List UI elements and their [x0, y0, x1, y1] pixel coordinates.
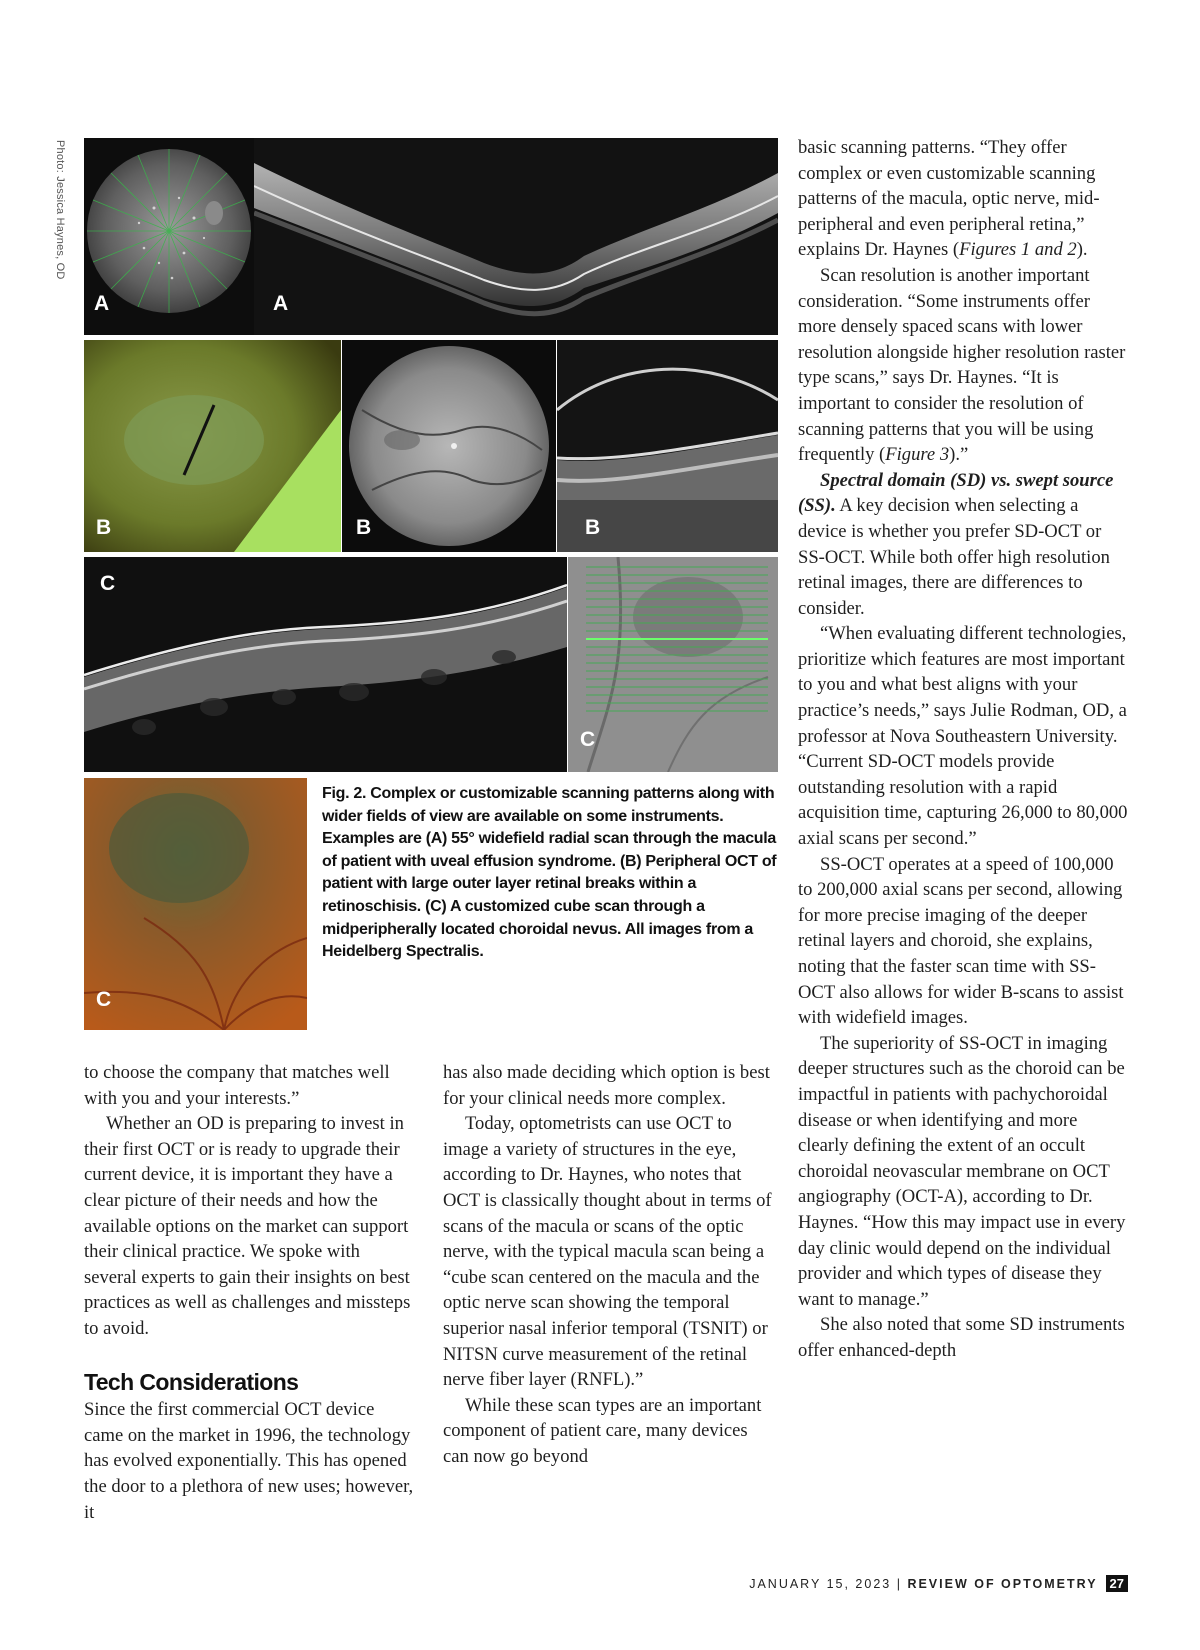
col2-paragraph-1: has also made deciding which option is best for your clinical needs more complex.	[443, 1062, 770, 1109]
text-column-2	[443, 1060, 773, 1470]
col3-paragraph-4: “When evaluating different technologies, prioritize which features are most important to you and what best aligns with your practice’s needs,” says Julie Rodman, OD, a professor at Nova Southeastern University. “Current SD-OCT models provide outstanding resolution with a rapid acquisition time, capturing 26,000 to 80,000 axial scans per second.”	[798, 623, 1128, 850]
col3-paragraph-3: Spectral domain (SD) vs. swept source (SS). A key decision when selecting a device is whether you prefer SD-OCT or SS-OCT. While both offer high resolution retinal images, there are differences to consider.	[798, 469, 1114, 619]
col3-paragraph-1: basic scanning patterns. “They offer complex or even customizable scanning patterns of the macula, optic nerve, mid-peripheral and even peripheral retina,” explains Dr. Haynes (Figures 1 and 2).	[798, 137, 1100, 261]
panel-label-b-ir: B	[356, 516, 372, 539]
section-heading: Tech Considerations	[84, 1368, 299, 1395]
text-column-3	[798, 135, 1128, 1364]
figure-c-color-fundus-image	[84, 778, 307, 1030]
photo-credit: Photo: Jessica Haynes, OD	[54, 140, 66, 280]
footer-publication: REVIEW OF OPTOMETRY	[907, 1576, 1098, 1591]
text-column-1	[84, 1060, 414, 1525]
panel-label-a-oct: A	[273, 292, 289, 315]
figure-c-infrared-cube-scan	[568, 557, 778, 772]
panel-label-c-color: C	[96, 988, 112, 1011]
col2-paragraph-2: Today, optometrists can use OCT to image a variety of structures in the eye, according to Dr. Haynes, who notes that OCT is classically thought about in terms of scans of the macula or scans of the optic nerve, with the typical macula scan being a “cube scan centered on the macula and the optic nerve scan showing the temporal superior nasal inferior temporal (TSNIT) or NITSN curve measurement of the retinal nerve fiber layer (RNFL).”	[443, 1113, 772, 1391]
figure-b-infrared-fundus-image	[342, 340, 556, 552]
col1-paragraph-3: Since the first commercial OCT device came on the market in 1996, the technology has evolved exponentially. This has opened the door to a plethora of new uses; however, it	[84, 1399, 414, 1523]
col3-paragraph-6: The superiority of SS-OCT in imaging deeper structures such as the choroid can be impactful in patients with pachychoroidal disease or when identifying and more clearly defining the extent of an occult choroidal neovascular membrane on OCT angiography (OCT-A), according to Dr. Haynes. “How this may impact use in every day clinic would depend on the individual provider and which types of disease they want to manage.”	[798, 1032, 1126, 1310]
col3-paragraph-7: She also noted that some SD instruments offer enhanced-depth	[798, 1314, 1125, 1361]
col2-paragraph-3: While these scan types are an important component of patient care, many devices can now go beyond	[443, 1394, 762, 1467]
footer-date: JANUARY 15, 2023	[749, 1576, 892, 1591]
col3-paragraph-5: SS-OCT operates at a speed of 100,000 to 200,000 axial scans per second, allowing for more precise imaging of the deeper retinal layers and choroid, she explains, noting that the faster scan time with SS-OCT also allows for wider B-scans to assist with widefield images.	[798, 853, 1124, 1029]
panel-label-c-ir: C	[580, 728, 596, 751]
col1-paragraph-2: Whether an OD is preparing to invest in their first OCT or is ready to upgrade their current device, it is important they have a clear picture of their needs and how the available options on the market can support their clinical practice. We spoke with several experts to gain their insights on best practices as well as challenges and missteps to avoid.	[84, 1113, 411, 1339]
figure-b-color-fundus-image	[84, 340, 341, 552]
footer-separator: |	[891, 1576, 908, 1591]
figure-a-oct-scan	[254, 138, 778, 335]
panel-label-a-fundus: A	[94, 292, 110, 315]
col1-paragraph-1: to choose the company that matches well with you and your interests.”	[84, 1062, 390, 1109]
figure-caption: Fig. 2. Complex or customizable scanning patterns along with wider fields of view are available on some instruments. Examples are (A) 55° widefield radial scan through the macula of patient with uveal effusion syndrome. (B) Peripheral OCT of patient with large outer layer retinal breaks within a retinoschisis. (C) A customized cube scan through a midperipherally located choroidal nevus. All images from a Heidelberg Spectralis.	[322, 785, 777, 961]
panel-label-b-oct: B	[585, 516, 601, 539]
panel-label-b-color: B	[96, 516, 112, 539]
subhead-sd-vs-ss: Spectral domain (SD) vs. swept source (SS).	[798, 469, 1114, 517]
panel-label-c-oct: C	[100, 572, 116, 595]
page-footer	[749, 1575, 1128, 1592]
page-number: 27	[1106, 1575, 1128, 1592]
figure-c-oct-scan	[84, 557, 567, 772]
figure-a-fundus-image	[84, 138, 254, 335]
col3-paragraph-2: Scan resolution is another important consideration. “Some instruments offer more densely spaced scans with lower resolution alongside higher resolution raster type scans,” says Dr. Haynes. “It is important to consider the resolution of scanning patterns that you will be using frequently (Figure 3).”	[798, 264, 1126, 466]
